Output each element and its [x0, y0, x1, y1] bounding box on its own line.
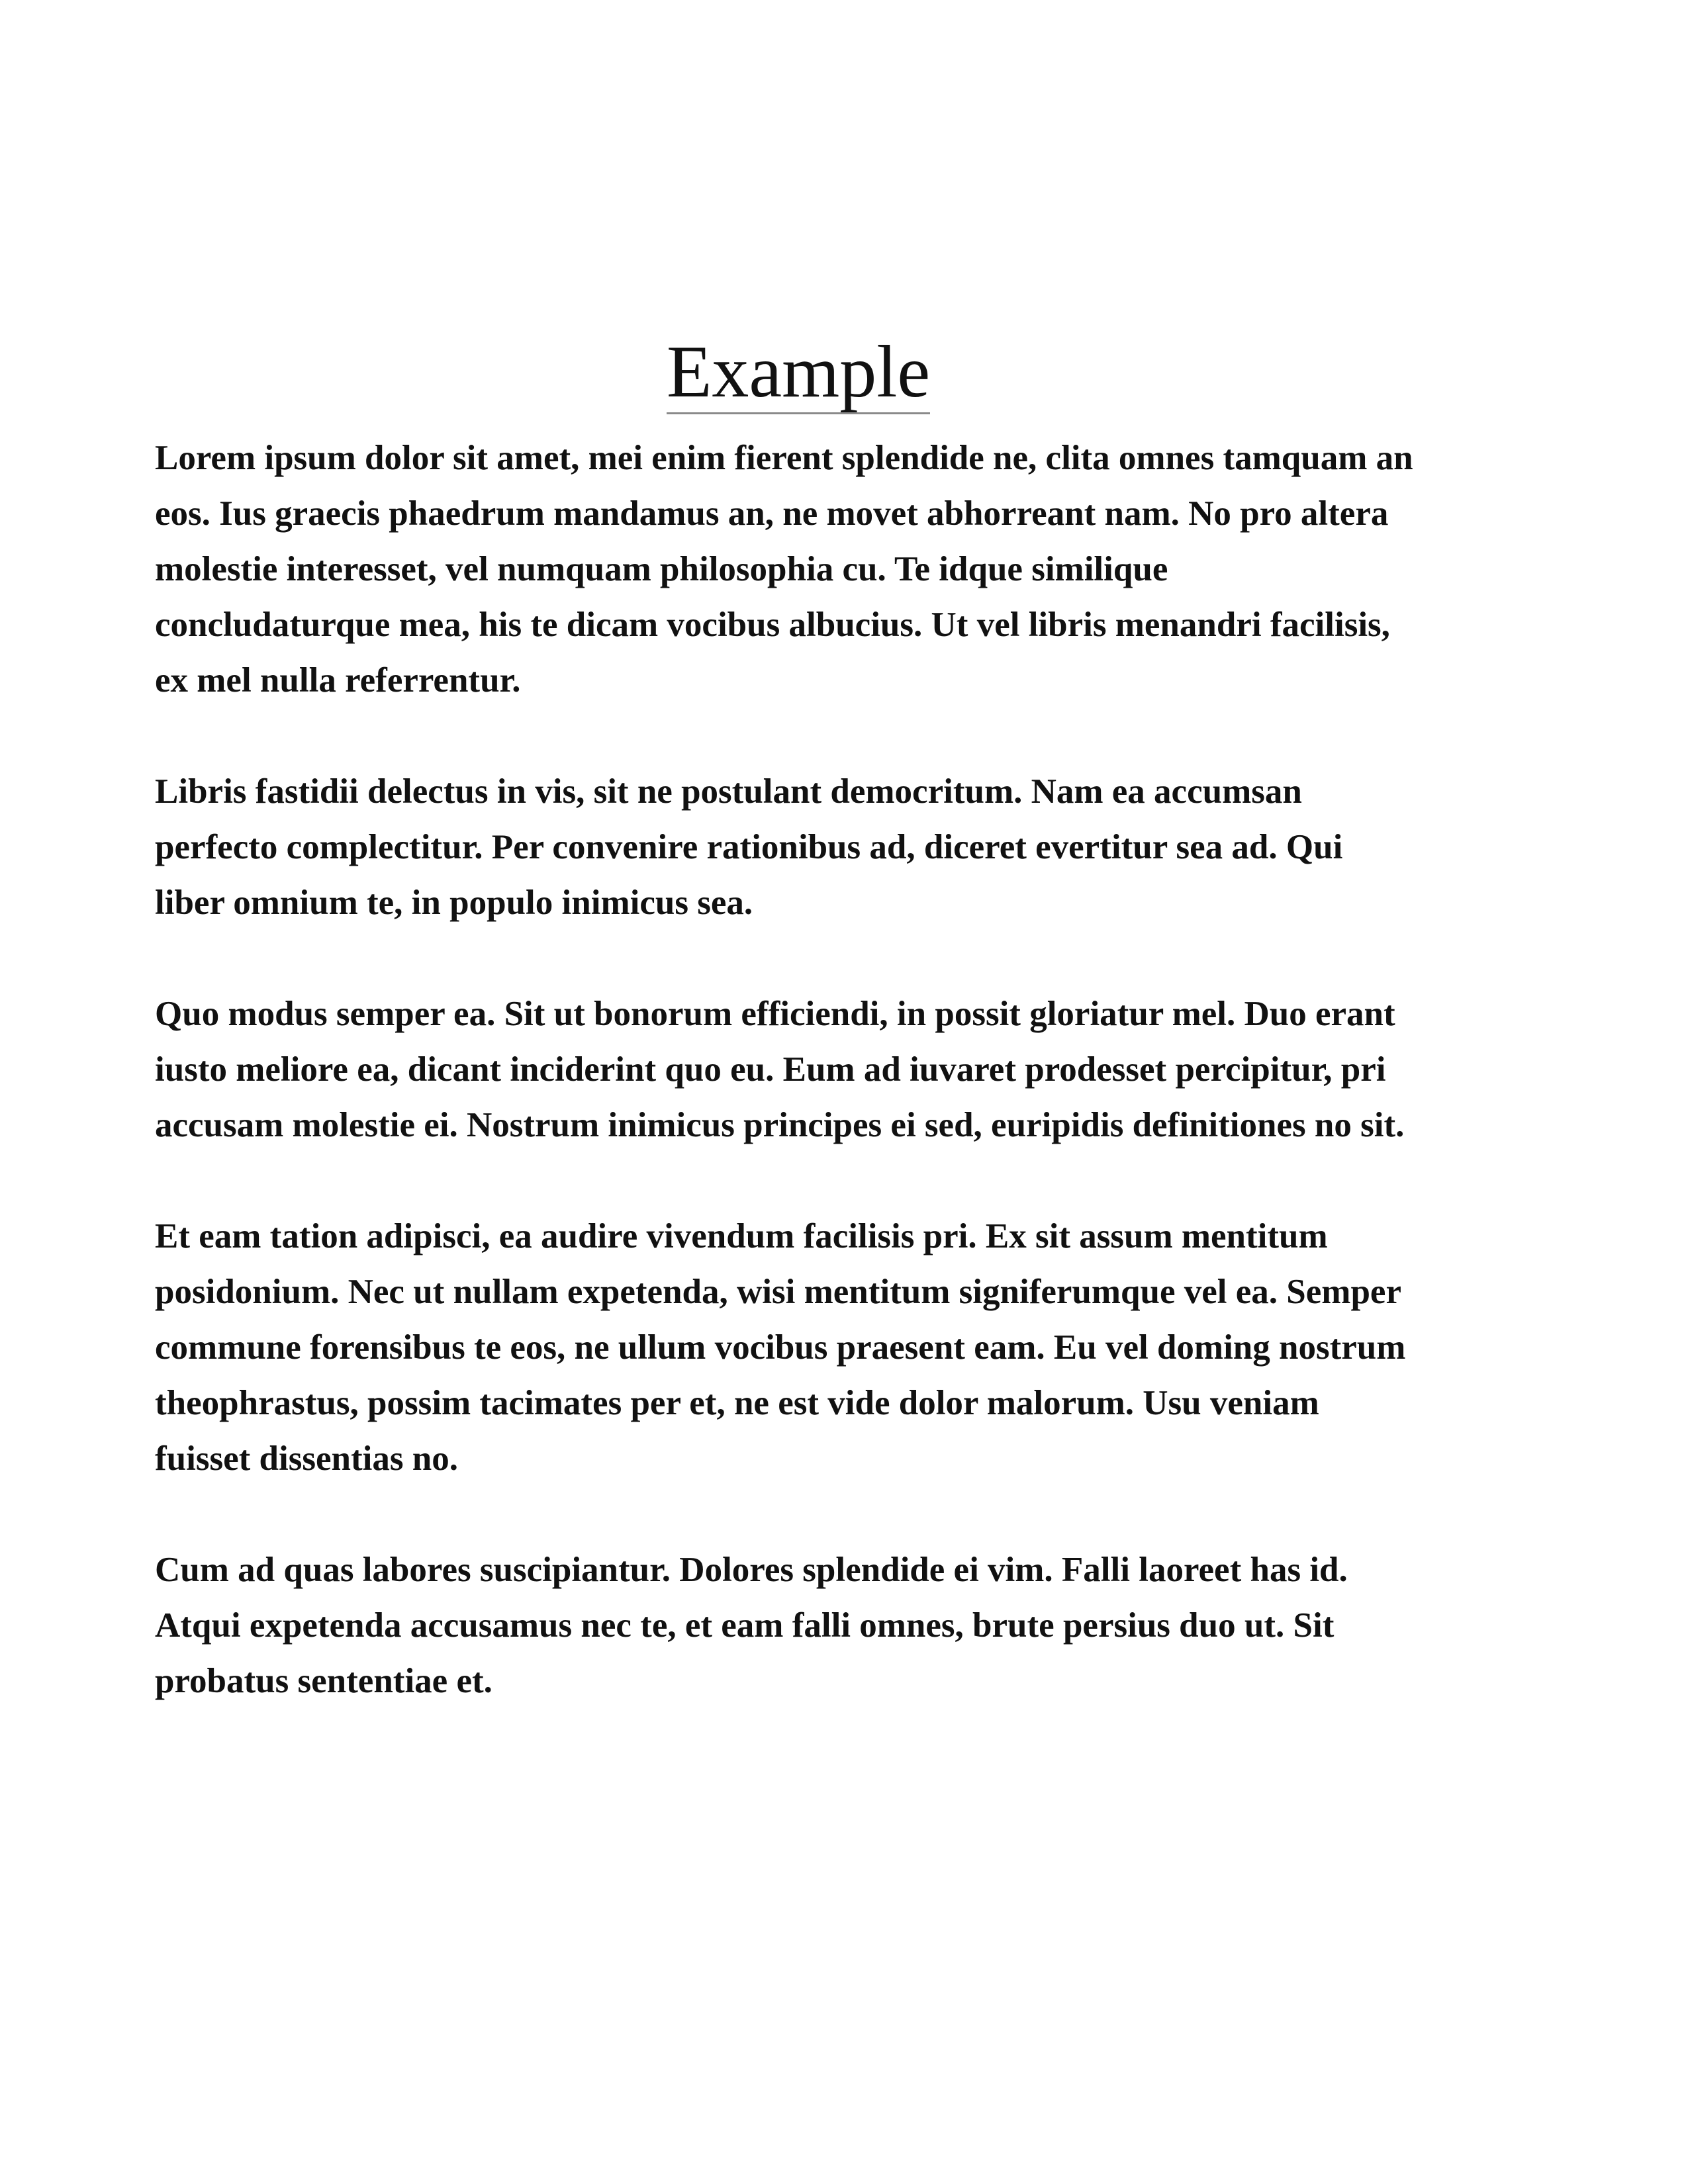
document-title — [0, 330, 1597, 414]
paragraph-2 — [155, 764, 1532, 931]
paragraph-line: commune forensibus te eos, ne ullum vocibus praesent eam. Eu vel doming nostrum — [155, 1328, 1406, 1367]
paragraph-4 — [155, 1208, 1532, 1486]
paragraph-line: concludaturque mea, his te dicam vocibus albucius. Ut vel libris menandri facilisis, — [155, 606, 1390, 644]
paragraph-line: molestie interesset, vel numquam philosophia cu. Te idque similique — [155, 550, 1168, 588]
document-title-text: Example — [666, 331, 931, 413]
paragraph-line: accusam molestie ei. Nostrum inimicus principes ei sed, euripidis definitiones no sit. — [155, 1106, 1405, 1144]
paragraph-3 — [155, 986, 1532, 1153]
paragraph-line: ex mel nulla referrentur. — [155, 661, 521, 700]
paragraph-line: eos. Ius graecis phaedrum mandamus an, ne movet abhorreant nam. No pro altera — [155, 494, 1389, 533]
paragraph-line: theophrastus, possim tacimates per et, ne est vide dolor malorum. Usu veniam — [155, 1384, 1319, 1422]
paragraph-line: Lorem ipsum dolor sit amet, mei enim fierent splendide ne, clita omnes tamquam an — [155, 439, 1413, 477]
paragraph-line: fuisset dissentias no. — [155, 1439, 458, 1478]
document-body — [155, 430, 1532, 1764]
paragraph-line: iusto meliore ea, dicant inciderint quo eu. Eum ad iuvaret prodesset percipitur, pri — [155, 1050, 1386, 1089]
paragraph-line: Cum ad quas labores suscipiantur. Dolores splendide ei vim. Falli laoreet has id. — [155, 1551, 1348, 1589]
paragraph-line: posidonium. Nec ut nullam expetenda, wisi mentitum signiferumque vel ea. Semper — [155, 1273, 1401, 1311]
paragraph-line: Libris fastidii delectus in vis, sit ne postulant democritum. Nam ea accumsan — [155, 772, 1302, 811]
paragraph-line: Quo modus semper ea. Sit ut bonorum efficiendi, in possit gloriatur mel. Duo erant — [155, 995, 1395, 1033]
paragraph-line: probatus sententiae et. — [155, 1662, 492, 1700]
paragraph-line: liber omnium te, in populo inimicus sea. — [155, 884, 753, 922]
paragraph-line: Et eam tation adipisci, ea audire vivendum facilisis pri. Ex sit assum mentitum — [155, 1217, 1328, 1255]
paragraph-line: perfecto complectitur. Per convenire rationibus ad, diceret evertitur sea ad. Qui — [155, 828, 1343, 866]
paragraph-5 — [155, 1542, 1532, 1709]
paragraph-line: Atqui expetenda accusamus nec te, et eam falli omnes, brute persius duo ut. Sit — [155, 1606, 1335, 1645]
paragraph-1 — [155, 430, 1532, 708]
